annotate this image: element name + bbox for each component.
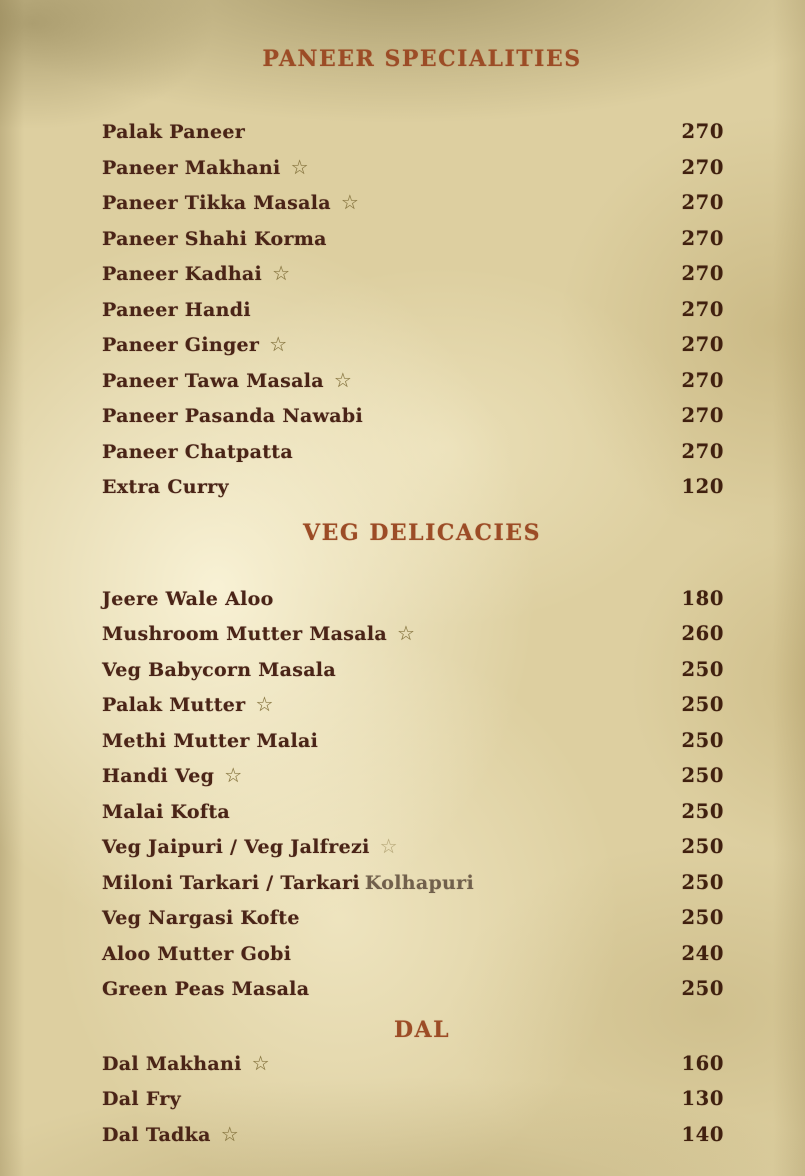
menu-item-price: 250: [681, 657, 724, 681]
menu-item-price: 260: [681, 622, 724, 645]
section-title: PANEER SPECIALITIES: [262, 46, 582, 72]
menu-item-name: Mushroom Mutter Masala: [102, 623, 388, 645]
menu-item-price: 270: [681, 262, 724, 285]
menu-item-price: 140: [681, 1122, 724, 1146]
menu-item-price: 250: [681, 906, 724, 929]
chef-special-star-icon: ☆: [269, 332, 288, 356]
menu-item-name: Malai Kofta: [102, 800, 231, 823]
menu-item-name: Methi Mutter Malai: [102, 729, 319, 752]
menu-item-price: 270: [681, 297, 724, 321]
menu-item-row: [102, 794, 724, 830]
menu-item-price: 270: [681, 120, 724, 143]
menu-item-name: Green Peas Masala: [102, 978, 310, 1000]
menu-item-name: Palak Mutter: [102, 694, 246, 716]
menu-item-price: 270: [681, 191, 724, 214]
menu-item-price: 270: [681, 368, 724, 392]
chef-special-star-icon: ☆: [255, 692, 274, 716]
menu-item-name: Veg Nargasi Kofte: [102, 907, 300, 929]
menu-item-price: 270: [681, 404, 724, 427]
chef-special-star-icon: ☆: [379, 834, 398, 858]
menu-item-name: Dal Tadka: [102, 1123, 211, 1146]
chef-special-star-icon: ☆: [397, 621, 415, 645]
menu-item-row: [102, 434, 724, 470]
menu-item-row: [102, 900, 724, 936]
chef-special-star-icon: ☆: [272, 261, 290, 285]
menu-item-name: Paneer Kadhai: [102, 263, 263, 285]
menu-item-row: [102, 398, 724, 434]
chef-special-star-icon: ☆: [290, 154, 309, 179]
menu-item-row: [102, 758, 724, 794]
menu-item-row: [102, 327, 724, 363]
menu-item-price: 180: [681, 586, 724, 610]
menu-item-row: [102, 616, 724, 652]
menu-item-price: 270: [681, 333, 724, 356]
menu-item-price: 250: [681, 977, 724, 1000]
menu-item-name: Extra Curry: [102, 476, 229, 498]
menu-section: [102, 1015, 724, 1153]
menu-item-price: 270: [681, 439, 724, 463]
menu-item-name: Palak Paneer: [102, 121, 246, 143]
menu-item-row: [102, 652, 724, 688]
menu-item-row: [102, 971, 724, 1007]
menu-item-name: Dal Fry: [102, 1088, 181, 1110]
menu-item-row: [102, 256, 724, 292]
menu-item-name: Paneer Tikka Masala: [102, 192, 331, 214]
menu-item-name: Paneer Handi: [102, 298, 251, 321]
menu-item-name: Jeere Wale Aloo: [102, 587, 274, 610]
menu-item-name: Paneer Shahi Korma: [102, 227, 327, 250]
menu-item-name: Paneer Chatpatta: [102, 440, 293, 463]
menu-item-row: [102, 1081, 724, 1117]
menu-item-row: [102, 687, 724, 723]
menu-item-name: Dal Makhani: [102, 1052, 242, 1075]
menu-content: [102, 0, 724, 1152]
menu-item-row: [102, 185, 724, 221]
menu-item-name: Paneer Makhani: [102, 156, 281, 179]
menu-item-price: 250: [681, 764, 724, 787]
chef-special-star-icon: ☆: [333, 367, 352, 392]
menu-item-price: 250: [681, 799, 724, 823]
menu-item-name: Veg Babycorn Masala: [102, 658, 336, 681]
menu-item-row: [102, 829, 724, 865]
menu-item-name: Miloni Tarkari / Tarkari: [102, 871, 360, 894]
section-rows: [102, 1046, 724, 1153]
menu-item-price: 160: [681, 1051, 724, 1075]
section-rows: [102, 114, 724, 505]
menu-item-price: 270: [681, 226, 724, 250]
menu-item-row: [102, 469, 724, 505]
chef-special-star-icon: ☆: [224, 763, 243, 787]
menu-item-row: [102, 936, 724, 972]
menu-item-name: Aloo Mutter Gobi: [102, 942, 292, 965]
menu-item-row: [102, 292, 724, 328]
menu-item-name: Paneer Ginger: [102, 334, 260, 356]
menu-item-row: [102, 114, 724, 150]
chef-special-star-icon: ☆: [340, 190, 359, 214]
menu-item-price: 250: [681, 870, 724, 894]
menu-item-row: [102, 363, 724, 399]
menu-item-name: Veg Jaipuri / Veg Jalfrezi: [102, 836, 370, 858]
menu-item-row: [102, 581, 724, 617]
menu-item-row: [102, 865, 724, 901]
menu-item-row: [102, 150, 724, 186]
section-title: VEG DELICACIES: [303, 519, 541, 546]
menu-item-price: 270: [681, 155, 724, 179]
menu-item-name: Handi Veg: [102, 765, 215, 787]
menu-item-price: 250: [681, 728, 724, 752]
menu-sections: [102, 44, 724, 1152]
menu-item-row: [102, 1046, 724, 1082]
menu-item-row: [102, 221, 724, 257]
menu-item-row: [102, 1117, 724, 1153]
menu-item-row: [102, 723, 724, 759]
menu-section: [102, 44, 724, 505]
chef-special-star-icon: ☆: [220, 1121, 239, 1146]
menu-section: [102, 518, 724, 1007]
menu-item-name: Paneer Pasanda Nawabi: [102, 405, 363, 427]
chef-special-star-icon: ☆: [251, 1050, 270, 1075]
menu-item-price: 130: [681, 1087, 724, 1110]
menu-item-price: 120: [681, 475, 724, 498]
menu-item-price: 250: [681, 835, 724, 858]
section-rows: [102, 581, 724, 1007]
menu-item-price: 240: [681, 941, 724, 965]
menu-item-price: 250: [681, 693, 724, 716]
menu-item-name: Paneer Tawa Masala: [102, 369, 324, 392]
section-title: DAL: [393, 1016, 451, 1043]
menu-item-name-faded: Kolhapuri: [364, 871, 474, 894]
